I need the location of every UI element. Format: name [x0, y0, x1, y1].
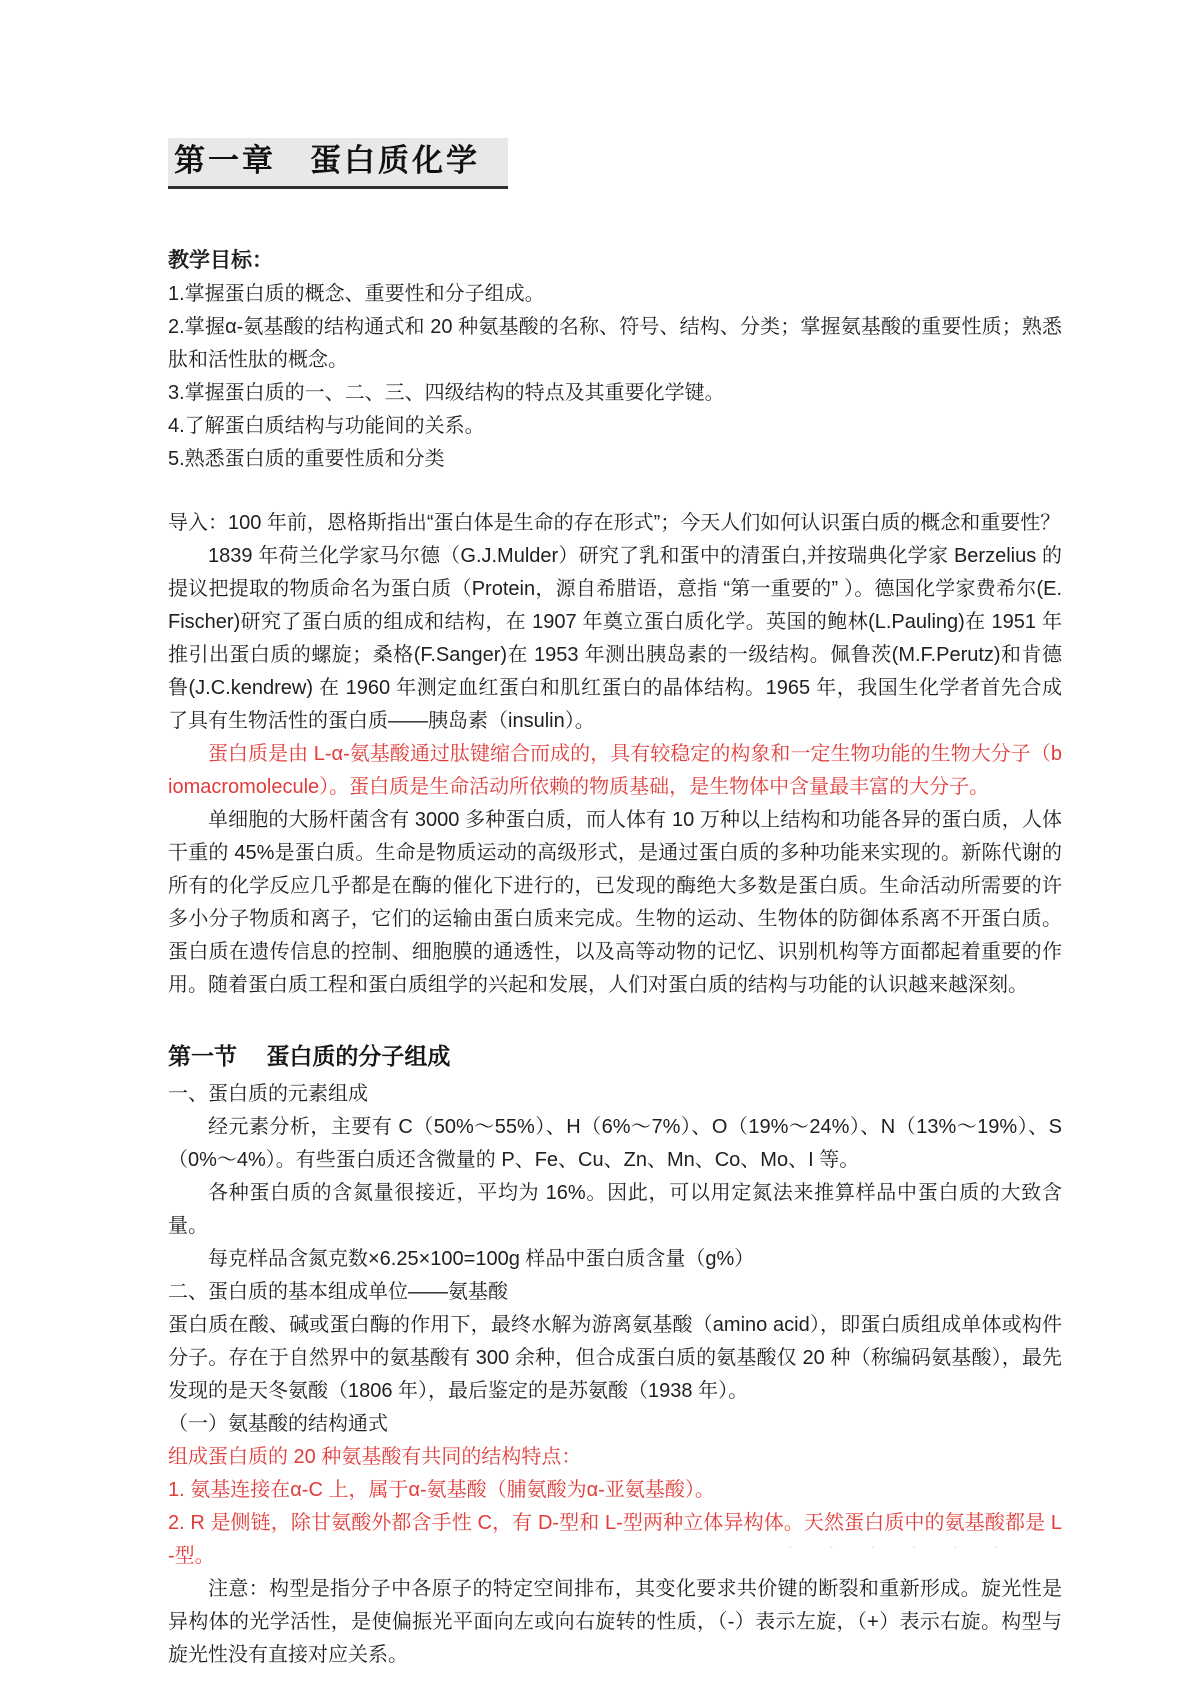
subsection-amino-acid-heading: 二、蛋白质的基本组成单位——氨基酸	[168, 1280, 508, 1303]
nitrogen-formula: 每克样品含氮克数×6.25×100=100g 样品中蛋白质含量（g%）	[208, 1247, 755, 1270]
structure-feature-2: 2. R 是侧链，除甘氨酸外都含手性 C，有 D-型和 L-型两种立体异构体。天然蛋白质中的氨基酸都是 L-型。	[168, 1511, 1062, 1567]
objective-item-1: 1.掌握蛋白质的概念、重要性和分子组成。	[168, 282, 545, 305]
structure-feature-1: 1. 氨基连接在α-C 上，属于α-氨基酸（脯氨酸为α-亚氨基酸）。	[168, 1478, 715, 1501]
subsection-structure-formula-heading: （一）氨基酸的结构通式	[168, 1412, 388, 1435]
objective-item-3: 3.掌握蛋白质的一、二、三、四级结构的特点及其重要化学键。	[168, 381, 725, 404]
protein-definition-paragraph: 蛋白质是由 L-α-氨基酸通过肽键缩合而成的，具有较稳定的构象和一定生物功能的生物大分子（biomacromolecule）。蛋白质是生命活动所依赖的物质基础，是生物体中含量最丰富的大分子。	[168, 742, 1062, 798]
objective-item-2: 2.掌握α-氨基酸的结构通式和 20 种氨基酸的名称、符号、结构、分类；掌握氨基酸的重要性质；熟悉肽和活性肽的概念。	[168, 315, 1062, 371]
configuration-note-paragraph: 注意：构型是指分子中各原子的特定空间排布，其变化要求共价键的断裂和重新形成。旋光性是异构体的光学活性，是使偏振光平面向左或向右旋转的性质，（-）表示左旋，（+）表示右旋。构型与旋光性没有直接对应关系。	[168, 1577, 1062, 1666]
structure-features-intro: 组成蛋白质的 20 种氨基酸有共同的结构特点：	[168, 1445, 582, 1468]
amino-acid-intro-paragraph: 蛋白质在酸、碱或蛋白酶的作用下，最终水解为游离氨基酸（amino acid），即蛋白质组成单体或构件分子。存在于自然界中的氨基酸有 300 余种，但合成蛋白质的氨基酸仅 20 种（称编码氨基酸），最先发现的是天冬氨酸（1806 年），最后鉴定的是苏氨酸（1938 年）。	[168, 1313, 1062, 1402]
protein-importance-paragraph: 单细胞的大肠杆菌含有 3000 多种蛋白质，而人体有 10 万种以上结构和功能各异的蛋白质，人体干重的 45%是蛋白质。生命是物质运动的高级形式，是通过蛋白质的多种功能来实现的。新陈代谢的所有的化学反应几乎都是在酶的催化下进行的，已发现的酶绝大多数是蛋白质。生命活动所需要的许多小分子物质和离子，它们的运输由蛋白质来完成。生物的运动、生物体的防御体系离不开蛋白质。蛋白质在遗传信息的控制、细胞膜的通透性，以及高等动物的记忆、识别机构等方面都起着重要的作用。随着蛋白质工程和蛋白质组学的兴起和发展，人们对蛋白质的结构与功能的认识越来越深刻。	[168, 808, 1062, 996]
element-analysis-paragraph: 经元素分析，主要有 C（50%～55%）、H（6%～7%）、O（19%～24%）、N（13%～19%）、S（0%～4%）。有些蛋白质还含微量的 P、Fe、Cu、Zn、Mn、Co、Mo、I 等。	[168, 1115, 1062, 1171]
chapter-title-row	[168, 138, 1062, 189]
objective-item-4: 4.了解蛋白质结构与功能间的关系。	[168, 414, 485, 437]
watermark-dots: · · · · · ·	[788, 1538, 1015, 1555]
chapter-title: 第一章 蛋白质化学	[168, 138, 508, 189]
objective-item-5: 5.熟悉蛋白质的重要性质和分类	[168, 447, 445, 470]
nitrogen-content-paragraph: 各种蛋白质的含氮量很接近，平均为 16%。因此，可以用定氮法来推算样品中蛋白质的大致含量。	[168, 1181, 1062, 1237]
objectives-heading: 教学目标：	[168, 248, 273, 272]
section-1-heading: 第一节 蛋白质的分子组成	[168, 1042, 451, 1069]
intro-lead: 导入：100 年前，恩格斯指出“蛋白体是生命的存在形式”；今天人们如何认识蛋白质的概念和重要性？	[168, 511, 1061, 534]
subsection-element-composition-heading: 一、蛋白质的元素组成	[168, 1082, 368, 1105]
intro-history-paragraph: 1839 年荷兰化学家马尔德（G.J.Mulder）研究了乳和蛋中的清蛋白,并按瑞典化学家 Berzelius 的提议把提取的物质命名为蛋白质（Protein，源自希腊语，意指 “第一重要的” ）。德国化学家费希尔(E.Fischer)研究了蛋白质的组成和结构，在 1907 年奠立蛋白质化学。英国的鲍林(L.Pauling)在 1951 年推引出蛋白质的螺旋；桑格(F.Sanger)在 1953 年测出胰岛素的一级结构。佩鲁茨(M.F.Perutz)和肯德鲁(J.C.kendrew) 在 1960 年测定血红蛋白和肌红蛋白的晶体结构。1965 年，我国生化学者首先合成了具有生物活性的蛋白质——胰岛素（insulin）。	[168, 544, 1062, 732]
